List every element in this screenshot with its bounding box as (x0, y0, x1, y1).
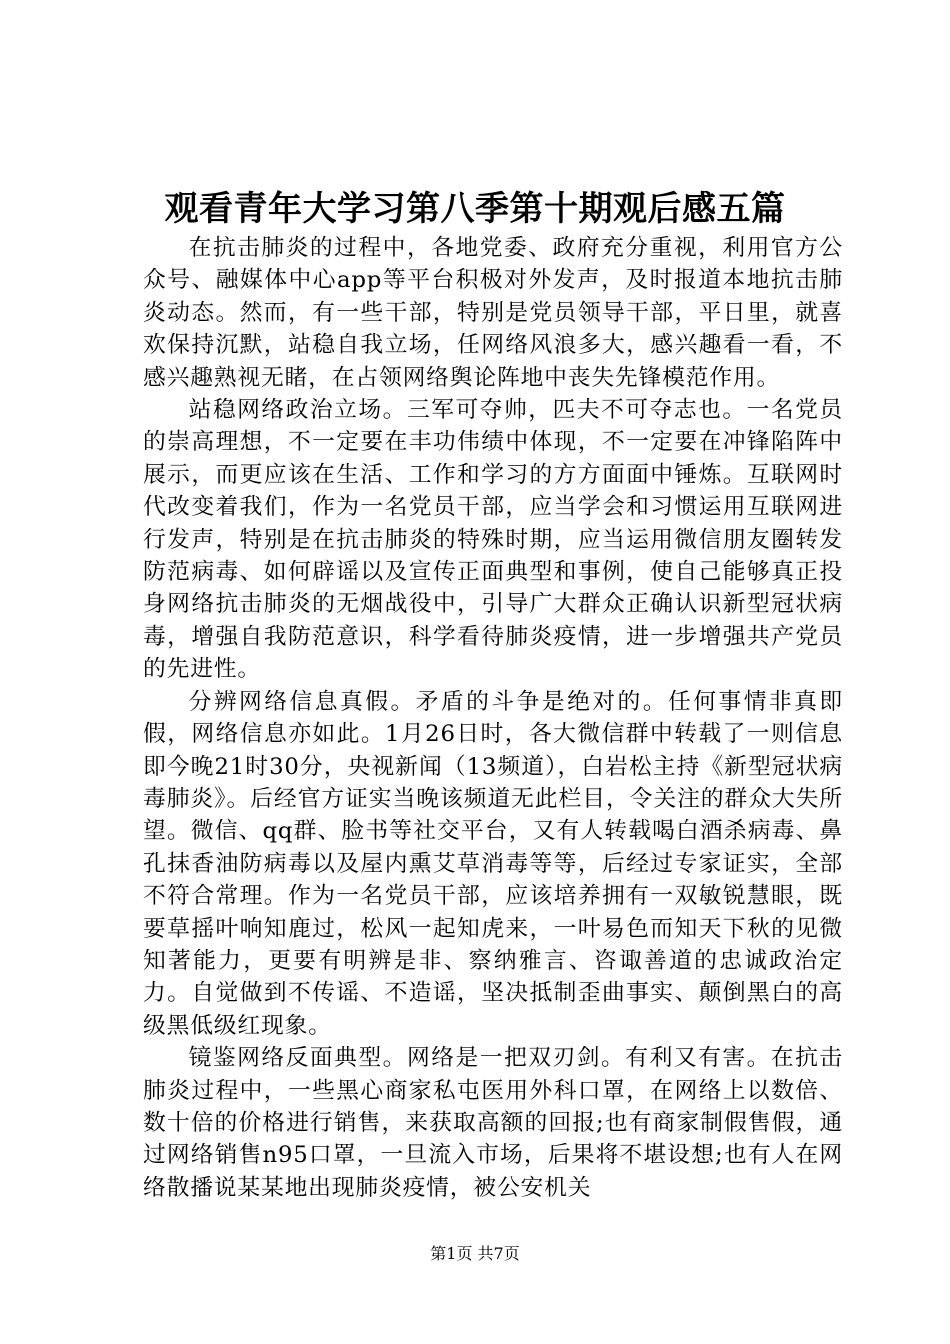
paragraph-2: 站稳网络政治立场。三军可夺帅，匹夫不可夺志也。一名党员的崇高理想，不一定要在丰功伟绩中体现，不一定要在冲锋陷阵中展示，而更应该在生活、工作和学习的方方面面中锤炼。互联网时代改变着我们，作为一名党员干部，应当学会和习惯运用互联网进行发声，特别是在抗击肺炎的特殊时期，应当运用微信朋友圈转发防范病毒、如何辟谣以及宣传正面典型和事例，使自己能够真正投身网络抗击肺炎的无烟战役中，引导广大群众正确认识新型冠状病毒，增强自我防范意识，科学看待肺炎疫情，进一步增强共产党员的先进性。 (143, 397, 843, 683)
page-number-footer: 第1页 共7页 (430, 1244, 520, 1263)
document-title: 观看青年大学习第八季第十期观后感五篇 (164, 189, 786, 229)
paragraph-4: 镜鉴网络反面典型。网络是一把双刃剑。有利又有害。在抗击肺炎过程中，一些黑心商家私屯医用外科口罩，在网络上以数倍、数十倍的价格进行销售，来获取高额的回报;也有商家制假售假，通过网络销售n95口罩，一旦流入市场，后果将不堪设想;也有人在网络散播说某某地出现肺炎疫情，被公安机关 (143, 1045, 843, 1201)
paragraph-1: 在抗击肺炎的过程中，各地党委、政府充分重视，利用官方公众号、融媒体中心app等平台积极对外发声，及时报道本地抗击肺炎动态。然而，有一些干部，特别是党员领导干部，平日里，就喜欢保持沉默，站稳自我立场，任网络风浪多大，感兴趣看一看，不感兴趣熟视无睹，在占领网络舆论阵地中丧失先锋模范作用。 (143, 235, 843, 391)
document-body (143, 232, 843, 1204)
paragraph-3: 分辨网络信息真假。矛盾的斗争是绝对的。任何事情非真即假，网络信息亦如此。1月26日时，各大微信群中转载了一则信息即今晚21时30分，央视新闻（13频道），白岩松主持《新型冠状病毒肺炎》。后经官方证实当晚该频道无此栏目，令关注的群众大失所望。微信、qq群、脸书等社交平台，又有人转载喝白酒杀病毒、鼻孔抹香油防病毒以及屋内熏艾草消毒等等，后经过专家证实，全部不符合常理。作为一名党员干部，应该培养拥有一双敏锐慧眼，既要草摇叶响知鹿过，松风一起知虎来，一叶易色而知天下秋的见微知著能力，更要有明辨是非、察纳雅言、咨诹善道的忠诚政治定力。自觉做到不传谣、不造谣，坚决抵制歪曲事实、颠倒黑白的高级黑低级红现象。 (143, 688, 843, 1039)
